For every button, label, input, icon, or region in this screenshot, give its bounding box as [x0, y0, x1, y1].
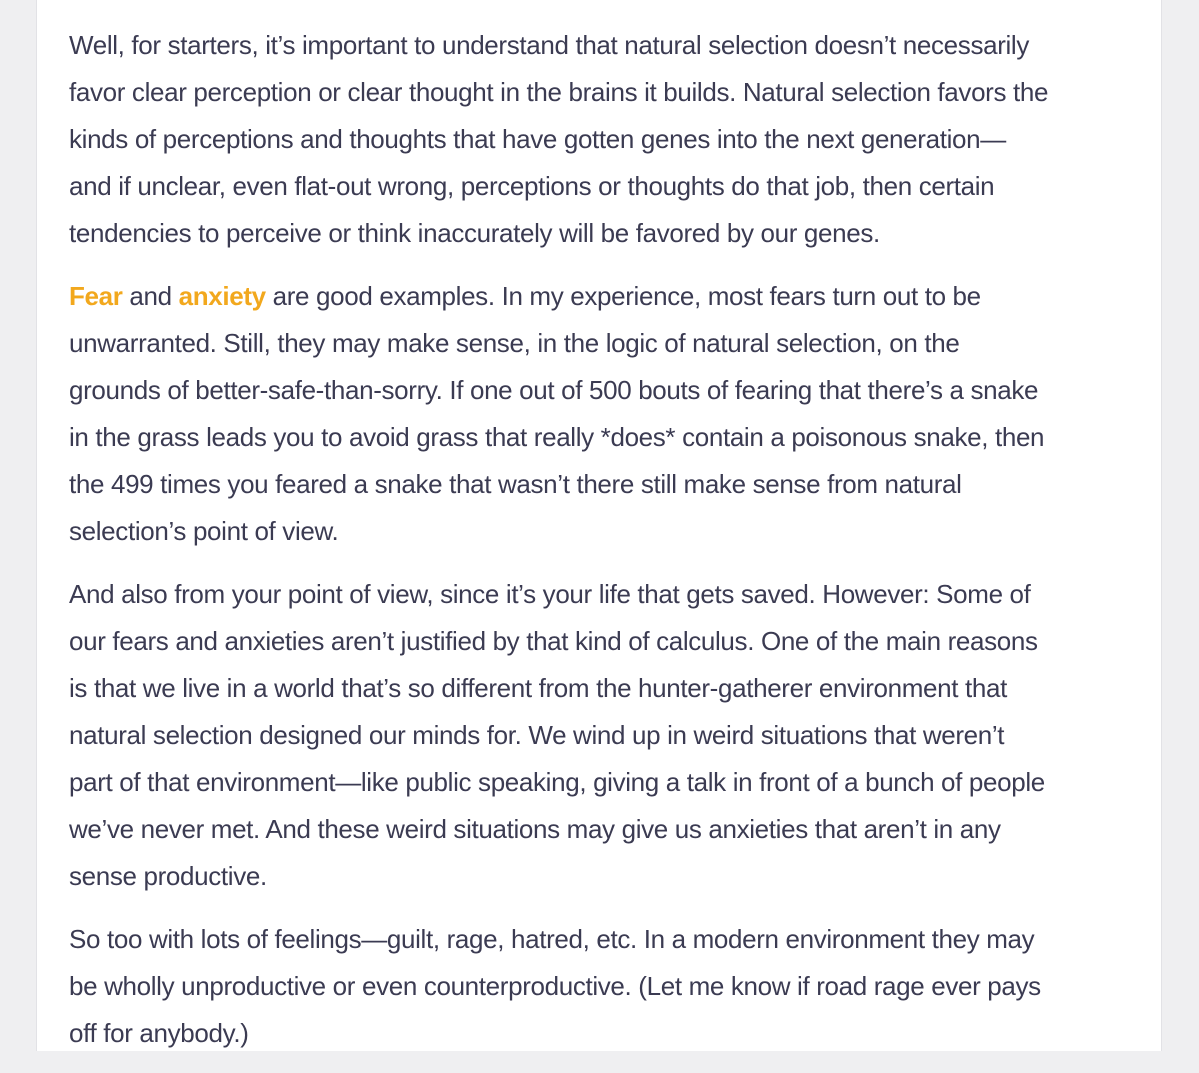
text-line: unwarranted. Still, they may make sense, in the logic of natural selection, on the [69, 328, 960, 358]
article-body [69, 22, 1139, 1073]
text-line: be wholly unproductive or even counterproductive. (Let me know if road rage ever pays [69, 971, 1041, 1001]
paragraph-feelings [69, 916, 1139, 1057]
paragraph-fear-anxiety [69, 273, 1139, 555]
text-fragment: and [122, 281, 179, 311]
text-line: Well, for starters, it’s important to understand that natural selection doesn’t necessarily [69, 30, 1030, 60]
text-line: sense productive. [69, 861, 267, 891]
text-line: in the grass leads you to avoid grass that really *does* contain a poisonous snake, then [69, 422, 1045, 452]
text-line: grounds of better-safe-than-sorry. If one out of 500 bouts of fearing that there’s a snake [69, 375, 1039, 405]
highlight-anxiety[interactable]: anxiety [178, 281, 266, 311]
text-line: off for anybody.) [69, 1018, 249, 1048]
highlight-fear[interactable]: Fear [69, 281, 123, 311]
text-line: kinds of perceptions and thoughts that have gotten genes into the next generation— [69, 124, 1006, 154]
paragraph-modern-world [69, 571, 1139, 900]
text-line: favor clear perception or clear thought in the brains it builds. Natural selection favors the [69, 77, 1049, 107]
text-line: tendencies to perceive or think inaccurately will be favored by our genes. [69, 218, 880, 248]
text-line: natural selection designed our minds for. We wind up in weird situations that weren’t [69, 720, 1005, 750]
text-line: is that we live in a world that’s so different from the hunter-gatherer environment that [69, 673, 1007, 703]
text-line: our fears and anxieties aren’t justified by that kind of calculus. One of the main reasons [69, 626, 1038, 656]
text-line: the 499 times you feared a snake that wasn’t there still make sense from natural [69, 469, 962, 499]
text-line: we’ve never met. And these weird situations may give us anxieties that aren’t in any [69, 814, 1001, 844]
text-line: So too with lots of feelings—guilt, rage, hatred, etc. In a modern environment they may [69, 924, 1035, 954]
text-fragment: are good examples. In my experience, most fears turn out to be [265, 281, 981, 311]
text-line: And also from your point of view, since it’s your life that gets saved. However: Some of [69, 579, 1031, 609]
text-line: and if unclear, even flat-out wrong, perceptions or thoughts do that job, then certain [69, 171, 995, 201]
paragraph-natural-selection [69, 22, 1139, 257]
text-line: part of that environment—like public speaking, giving a talk in front of a bunch of people [69, 767, 1045, 797]
text-line: selection’s point of view. [69, 516, 339, 546]
